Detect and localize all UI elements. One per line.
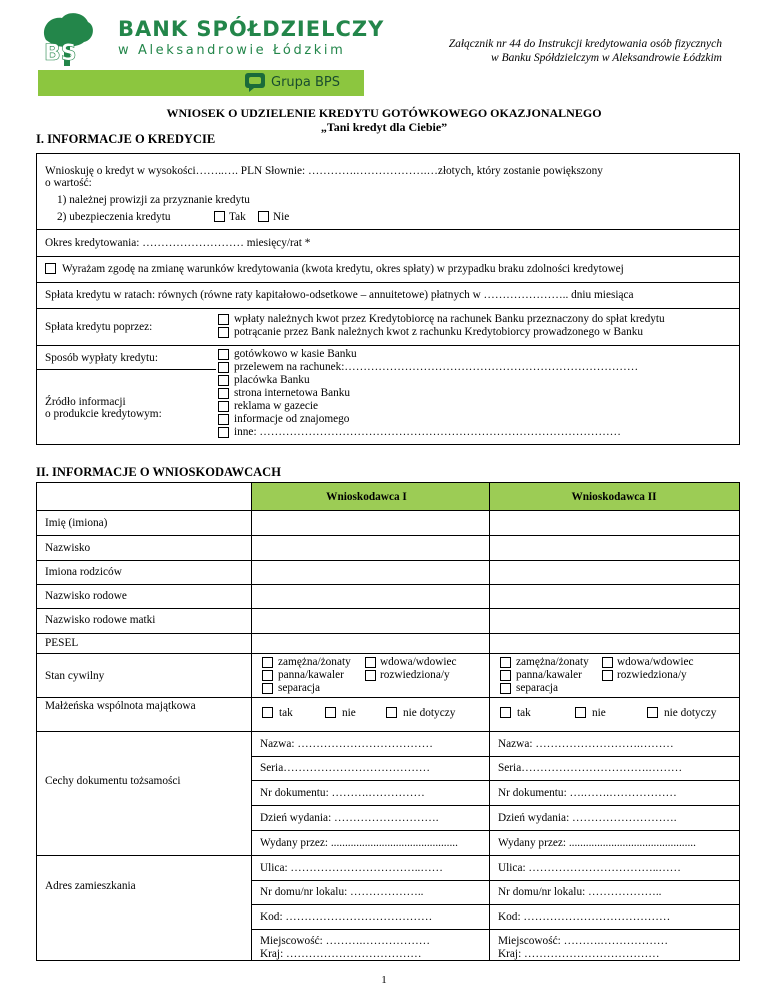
credit-period: Okres kredytowania: ……………………… miesięcy/rat * bbox=[45, 237, 311, 249]
civil-divorced-checkbox[interactable] bbox=[365, 670, 376, 681]
source-label-2: o produkcie kredytowym: bbox=[45, 408, 162, 420]
section-2-heading: II. INFORMACJE O WNIOSKODAWCACH bbox=[36, 465, 281, 479]
document-title: WNIOSEK O UDZIELENIE KREDYTU GOTÓWKOWEGO OKAZJONALNEGO bbox=[166, 106, 602, 120]
id-field[interactable]: Wydany przez: ............................................. bbox=[260, 837, 458, 849]
repay-option-1-label: wpłaty należnych kwot przez Kredytobiorcę na rachunek Banku przeznaczony do spłat kredytu bbox=[234, 313, 665, 325]
source-option-label: inne: …………………………………………………………………………………… bbox=[234, 426, 621, 438]
address-field[interactable]: Nr domu/nr lokalu: ……………….. bbox=[498, 886, 662, 898]
bank-location: w Aleksandrowie Łódzkim bbox=[118, 43, 346, 58]
row-label: Nazwisko bbox=[45, 542, 91, 554]
row-label: Nazwisko rodowe matki bbox=[45, 614, 156, 626]
insurance-no-checkbox[interactable] bbox=[258, 211, 269, 222]
id-field[interactable]: Seria………………………………… bbox=[260, 762, 431, 774]
repay-option-2-label: potrącanie przez Bank należnych kwot z rachunku Kredytobiorcy prowadzonego w Banku bbox=[234, 326, 644, 338]
civil-widowed-checkbox[interactable] bbox=[602, 657, 613, 668]
community-na-checkbox[interactable] bbox=[647, 707, 658, 718]
address-field[interactable]: Kod: ………………………………… bbox=[498, 911, 671, 923]
civil-divorced-label: rozwiedziona/y bbox=[617, 669, 687, 681]
address-field[interactable]: Miejscowość: ……….……………… bbox=[260, 935, 431, 947]
credit-amount-line-2: o wartość: bbox=[45, 177, 92, 189]
community-yes-label: tak bbox=[279, 707, 293, 719]
column-applicant-1: Wnioskodawca I bbox=[326, 491, 407, 503]
source-option-checkbox[interactable] bbox=[218, 401, 229, 412]
insurance-yes-checkbox[interactable] bbox=[214, 211, 225, 222]
civil-widowed-checkbox[interactable] bbox=[365, 657, 376, 668]
address-field[interactable]: Kod: ………………………………… bbox=[260, 911, 433, 923]
civil-separated-checkbox[interactable] bbox=[262, 683, 273, 694]
id-field[interactable]: Nr dokumentu: ….…….……………… bbox=[498, 787, 677, 799]
address-field[interactable]: Nr domu/nr lokalu: ……………….. bbox=[260, 886, 424, 898]
consent-label: Wyrażam zgodę na zmianę warunków kredytowania (kwota kredytu, okres spłaty) w przypadku braku zdolności kredytowej bbox=[62, 263, 624, 275]
row-label: PESEL bbox=[45, 637, 79, 649]
row-label: Imię (imiona) bbox=[45, 517, 108, 529]
document-subtitle: „Tani kredyt dla Ciebie” bbox=[320, 120, 448, 134]
fee-item: 1) należnej prowizji za przyznanie kredytu bbox=[57, 194, 250, 206]
community-na-label: nie dotyczy bbox=[664, 707, 717, 719]
civil-separated-label: separacja bbox=[278, 682, 321, 694]
source-option-label: placówka Banku bbox=[234, 374, 310, 386]
row-label: Adres zamieszkania bbox=[45, 880, 136, 892]
row-label: Stan cywilny bbox=[45, 670, 105, 682]
source-label-1: Źródło informacji bbox=[45, 396, 126, 408]
group-label: Grupa BPS bbox=[271, 75, 341, 90]
id-field[interactable]: Nr dokumentu: ……….…………… bbox=[260, 787, 425, 799]
bank-logo-icon bbox=[38, 10, 96, 68]
civil-widowed-label: wdowa/wdowiec bbox=[617, 656, 694, 668]
row-label: Cechy dokumentu tożsamości bbox=[45, 775, 181, 787]
insurance-no-label: Nie bbox=[273, 211, 290, 223]
payout-transfer-label: przelewem na rachunek:…………………………………………………………………… bbox=[234, 361, 639, 373]
credit-amount-line: Wnioskuję o kredyt w wysokości……..…. PLN Słownie: ………….……………….…złotych, który zostanie powiększony bbox=[45, 165, 603, 177]
community-na-label: nie dotyczy bbox=[403, 707, 456, 719]
section-1-heading: I. INFORMACJE O KREDYCIE bbox=[36, 132, 216, 146]
annex-line-2: w Banku Spółdzielczym w Aleksandrowie Łódzkim bbox=[491, 52, 722, 64]
installments-line: Spłata kredytu w ratach: równych (równe raty kapitałowo-odsetkowe – annuitetowe) płatnych w ………………….. dniu miesiąca bbox=[45, 289, 634, 301]
civil-married-checkbox[interactable] bbox=[262, 657, 273, 668]
source-option-checkbox[interactable] bbox=[218, 414, 229, 425]
svg-text:BS: BS bbox=[44, 41, 77, 66]
id-field[interactable]: Seria…………………………….……… bbox=[498, 762, 683, 774]
civil-single-checkbox[interactable] bbox=[262, 670, 273, 681]
community-no-checkbox[interactable] bbox=[325, 707, 336, 718]
consent-checkbox[interactable] bbox=[45, 263, 56, 274]
row-label: Nazwisko rodowe bbox=[45, 590, 127, 602]
community-na-checkbox[interactable] bbox=[386, 707, 397, 718]
community-no-checkbox[interactable] bbox=[575, 707, 586, 718]
source-option-checkbox[interactable] bbox=[218, 388, 229, 399]
source-option-label: informacje od znajomego bbox=[234, 413, 350, 425]
community-no-label: nie bbox=[342, 707, 356, 719]
address-field[interactable]: Ulica: ……………………………..…… bbox=[260, 862, 443, 874]
civil-single-label: panna/kawaler bbox=[516, 669, 582, 681]
insurance-item: 2) ubezpieczenia kredytu bbox=[57, 211, 171, 223]
payout-cash-checkbox[interactable] bbox=[218, 349, 229, 360]
civil-married-label: zamężna/żonaty bbox=[516, 656, 589, 668]
community-yes-checkbox[interactable] bbox=[262, 707, 273, 718]
civil-divorced-label: rozwiedziona/y bbox=[380, 669, 450, 681]
payout-label: Sposób wypłaty kredytu: bbox=[45, 352, 158, 364]
civil-divorced-checkbox[interactable] bbox=[602, 670, 613, 681]
row-label: Imiona rodziców bbox=[45, 566, 122, 578]
bank-name: BANK SPÓŁDZIELCZY bbox=[118, 17, 385, 41]
source-option-checkbox[interactable] bbox=[218, 375, 229, 386]
civil-single-checkbox[interactable] bbox=[500, 670, 511, 681]
id-field[interactable]: Dzień wydania: ………………………. bbox=[498, 812, 677, 824]
source-option-label: reklama w gazecie bbox=[234, 400, 319, 412]
row-label: Małżeńska wspólnota majątkowa bbox=[45, 700, 196, 712]
page-number: 1 bbox=[381, 974, 387, 986]
community-no-label: nie bbox=[592, 707, 606, 719]
civil-separated-checkbox[interactable] bbox=[500, 683, 511, 694]
id-field[interactable]: Wydany przez: ............................................. bbox=[498, 837, 696, 849]
civil-married-checkbox[interactable] bbox=[500, 657, 511, 668]
source-option-checkbox[interactable] bbox=[218, 427, 229, 438]
id-field[interactable]: Nazwa: ……………………….……… bbox=[498, 738, 674, 750]
id-field[interactable]: Nazwa: ……………………………… bbox=[260, 738, 433, 750]
repay-option-1-checkbox[interactable] bbox=[218, 314, 229, 325]
civil-single-label: panna/kawaler bbox=[278, 669, 344, 681]
address-field[interactable]: Ulica: ……………………………..…… bbox=[498, 862, 681, 874]
community-yes-checkbox[interactable] bbox=[500, 707, 511, 718]
payout-cash-label: gotówkowo w kasie Banku bbox=[234, 348, 357, 360]
annex-line-1: Załącznik nr 44 do Instrukcji kredytowania osób fizycznych bbox=[448, 38, 722, 50]
repay-option-2-checkbox[interactable] bbox=[218, 327, 229, 338]
civil-widowed-label: wdowa/wdowiec bbox=[380, 656, 457, 668]
civil-married-label: zamężna/żonaty bbox=[278, 656, 351, 668]
civil-separated-label: separacja bbox=[516, 682, 559, 694]
address-field[interactable]: Kraj: ……………………………… bbox=[260, 948, 422, 960]
community-yes-label: tak bbox=[517, 707, 531, 719]
id-field[interactable]: Dzień wydania: ………………………. bbox=[260, 812, 439, 824]
insurance-yes-label: Tak bbox=[229, 211, 246, 223]
address-field[interactable]: Kraj: ……………………………… bbox=[498, 948, 660, 960]
grupa-bps-icon bbox=[244, 72, 266, 92]
repayment-label: Spłata kredytu poprzez: bbox=[45, 321, 153, 333]
annex-note bbox=[422, 37, 722, 65]
address-field[interactable]: Miejscowość: ……….……………… bbox=[498, 935, 669, 947]
source-option-label: strona internetowa Banku bbox=[234, 387, 351, 399]
payout-transfer-checkbox[interactable] bbox=[218, 362, 229, 373]
column-applicant-2: Wnioskodawca II bbox=[571, 491, 657, 503]
